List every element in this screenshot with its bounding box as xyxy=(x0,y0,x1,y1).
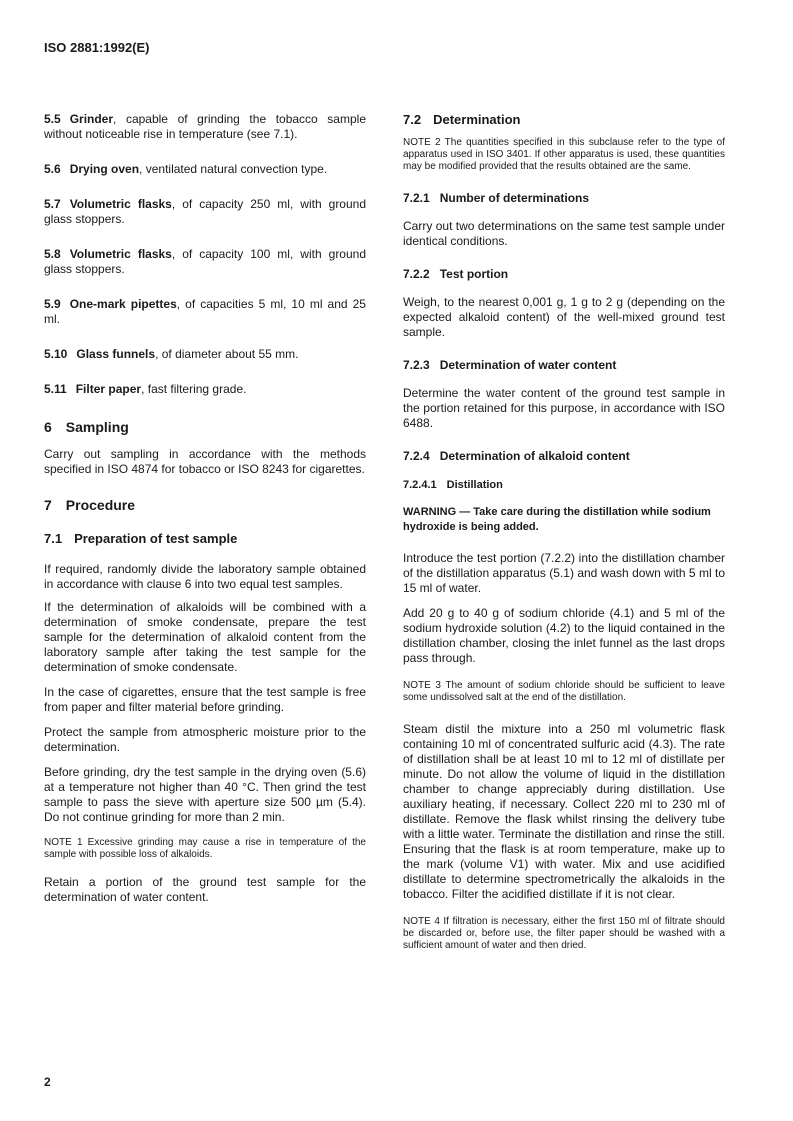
page-number: 2 xyxy=(44,1075,51,1089)
left-column xyxy=(44,112,366,905)
section-7-1-paragraph: Protect the sample from atmospheric moisture prior to the determination. xyxy=(44,725,366,754)
note-1: NOTE 1 Excessive grinding may cause a rise in temperature of the sample with possible loss of alkaloids. xyxy=(44,837,366,860)
note-2: NOTE 2 The quantities specified in this subclause refer to the type of apparatus used in ISO 3401. If other apparatus is used, these quantities may be modified provided that the results obtained are the same. xyxy=(403,137,725,172)
section-7-2-4-heading: 7.2.4 Determination of alkaloid content xyxy=(403,449,630,463)
clause-5-7: 5.7 Volumetric flasks, of capacity 250 ml, with ground glass stoppers. xyxy=(44,197,367,226)
note-3: NOTE 3 The amount of sodium chloride should be sufficient to leave some undissolved salt at the end of the distillation. xyxy=(403,680,725,703)
section-6-text: Carry out sampling in accordance with the methods specified in ISO 4874 for tobacco or ISO 8243 for cigarettes. xyxy=(44,447,366,476)
clause-5-11: 5.11 Filter paper, fast filtering grade. xyxy=(44,382,247,396)
clause-5-8: 5.8 Volumetric flasks, of capacity 100 ml, with ground glass stoppers. xyxy=(44,247,367,276)
section-7-2-3-text: Determine the water content of the ground test sample in the portion retained for this purpose, in accordance with ISO 6488. xyxy=(403,386,725,430)
right-column xyxy=(403,112,725,952)
section-7-2-1-text: Carry out two determinations on the same test sample under identical conditions. xyxy=(403,219,725,248)
section-7-2-3-heading: 7.2.3 Determination of water content xyxy=(403,358,617,372)
section-7-2-2-text: Weigh, to the nearest 0,001 g, 1 g to 2 g (depending on the expected alkaloid content) of the well-mixed ground test sample. xyxy=(403,295,725,339)
warning-text: WARNING — Take care during the distillation while sodium hydroxide is being added. xyxy=(403,506,711,533)
section-7-2-heading: 7.2 Determination xyxy=(403,112,521,127)
section-7-1-paragraph: Before grinding, dry the test sample in the drying oven (5.6) at a temperature not higher than 40 °C. Then grind the test sample to pass the sieve with aperture size 500 µm (5.4). Do not continue grinding for more than 2 min. xyxy=(44,765,366,824)
clause-5-6: 5.6 Drying oven, ventilated natural convection type. xyxy=(44,162,328,176)
section-7-2-4-1-heading: 7.2.4.1 Distillation xyxy=(403,479,503,491)
section-7-1-paragraph: In the case of cigarettes, ensure that the test sample is free from paper and filter material before grinding. xyxy=(44,685,366,714)
note-4: NOTE 4 If filtration is necessary, either the first 150 ml of filtrate should be discarded or, before use, the filter paper should be washed with a sufficient amount of water and then dried. xyxy=(403,916,725,951)
clause-5-10: 5.10 Glass funnels, of diameter about 55 mm. xyxy=(44,347,299,361)
section-7-1-paragraph: Retain a portion of the ground test sample for the determination of water content. xyxy=(44,875,366,904)
section-7-2-1-heading: 7.2.1 Number of determinations xyxy=(403,191,590,205)
distillation-paragraph: Introduce the test portion (7.2.2) into the distillation chamber of the distillation apparatus (5.1) and wash down with 5 ml to 15 ml of water. xyxy=(403,551,725,595)
distillation-paragraph: Steam distil the mixture into a 250 ml volumetric flask containing 10 ml of concentrated sulfuric acid (4.3). The rate of distillation shall be at least 10 ml to 12 ml of distillate per minute. Do not allow the volume of liquid in the distillation chamber to change appreciably during distillation. Use auxiliary heating, if necessary. Collect 220 ml to 230 ml of distillate. Remove the flask whilst rinsing the delivery tube with a little water. Terminate the distillation and rinse the still. Ensuring that the flask is at room temperature, make up to the mark (volume V1) with water. Mix and use acidified distillate to determine spectrometrically the alkaloids in the tobacco. Filter the acidified distillate if it is not clear. xyxy=(403,722,725,901)
section-6-heading: 6 Sampling xyxy=(44,419,129,435)
section-7-1-paragraph: If the determination of alkaloids will be combined with a determination of smoke condensate, prepare the test sample for the determination of alkaloid content from the laboratory sample after taking the test sample for the determination of smoke condensate. xyxy=(44,600,366,674)
clause-5-9: 5.9 One-mark pipettes, of capacities 5 ml, 10 ml and 25 ml. xyxy=(44,297,366,326)
section-7-1-paragraph: If required, randomly divide the laboratory sample obtained in accordance with clause 6 into two equal test samples. xyxy=(44,562,366,591)
clause-5-5: 5.5 Grinder, capable of grinding the tobacco sample without noticeable rise in temperature (see 7.1). xyxy=(44,112,366,141)
section-7-2-2-heading: 7.2.2 Test portion xyxy=(403,267,509,281)
document-header: ISO 2881:1992(E) xyxy=(44,40,150,55)
section-7-1-heading: 7.1 Preparation of test sample xyxy=(44,531,238,546)
section-7-heading: 7 Procedure xyxy=(44,497,136,513)
distillation-paragraph: Add 20 g to 40 g of sodium chloride (4.1) and 5 ml of the sodium hydroxide solution (4.2) to the liquid contained in the distillation chamber, closing the inlet funnel as the last drops pass through. xyxy=(403,606,725,665)
